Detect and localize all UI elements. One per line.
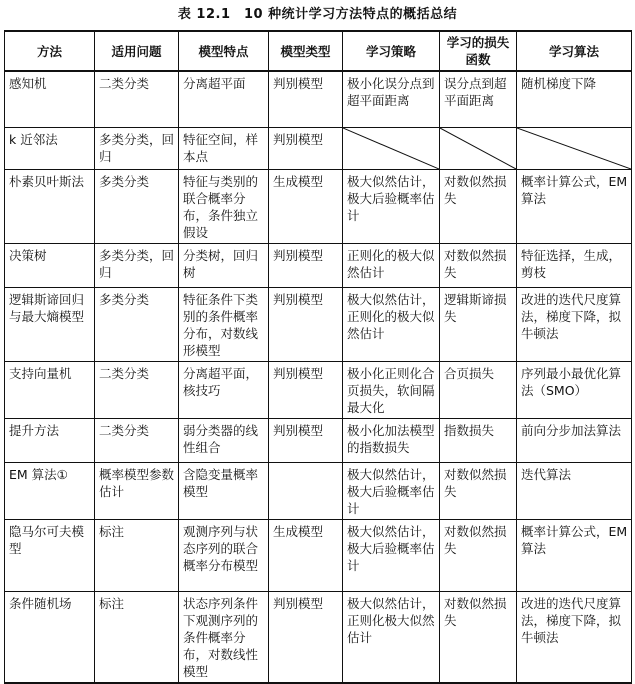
cell-features: 特征与类别的联合概率分布，条件独立假设 xyxy=(179,169,269,243)
cell-algorithm: 概率计算公式，EM 算法 xyxy=(517,169,632,243)
header-problem: 适用问题 xyxy=(95,31,179,71)
cell-algorithm: 改进的迭代尺度算法，梯度下降，拟牛顿法 xyxy=(517,591,632,683)
cell-type: 生成模型 xyxy=(269,169,343,243)
cell-type: 判别模型 xyxy=(269,361,343,418)
cell-algorithm: 迭代算法 xyxy=(517,462,632,519)
header-algorithm: 学习算法 xyxy=(517,31,632,71)
cell-algorithm: 序列最小最优化算法（SMO） xyxy=(517,361,632,418)
cell-method: 逻辑斯谛回归与最大熵模型 xyxy=(5,287,95,361)
cell-type xyxy=(269,462,343,519)
cell-algorithm: 改进的迭代尺度算法，梯度下降，拟牛顿法 xyxy=(517,287,632,361)
cell-algorithm: 前向分步加法算法 xyxy=(517,418,632,462)
cell-loss: 对数似然损失 xyxy=(440,169,517,243)
cell-problem: 多类分类，回归 xyxy=(95,243,179,287)
header-method: 方法 xyxy=(5,31,95,71)
header-row xyxy=(5,31,632,71)
header-features: 模型特点 xyxy=(179,31,269,71)
cell-problem: 二类分类 xyxy=(95,71,179,127)
cell-problem: 多类分类 xyxy=(95,287,179,361)
table-caption: 表 12.1 10 种统计学习方法特点的概括总结 xyxy=(177,7,458,22)
methods-summary-table xyxy=(4,30,632,684)
cell-type: 判别模型 xyxy=(269,418,343,462)
table-row xyxy=(5,127,632,169)
cell-method: 朴素贝叶斯法 xyxy=(5,169,95,243)
header-loss: 学习的损失函数 xyxy=(440,31,517,71)
cell-method: 条件随机场 xyxy=(5,591,95,683)
cell-algorithm-not-applicable xyxy=(517,127,632,169)
cell-type: 判别模型 xyxy=(269,71,343,127)
cell-features: 分离超平面 xyxy=(179,71,269,127)
cell-strategy: 正则化的极大似然估计 xyxy=(343,243,440,287)
cell-loss: 合页损失 xyxy=(440,361,517,418)
cell-loss-not-applicable xyxy=(440,127,517,169)
cell-loss: 对数似然损失 xyxy=(440,243,517,287)
cell-strategy: 极大似然估计，极大后验概率估计 xyxy=(343,519,440,591)
cell-strategy-not-applicable xyxy=(343,127,440,169)
header-type: 模型类型 xyxy=(269,31,343,71)
cell-strategy: 极大似然估计，正则化极大似然估计 xyxy=(343,591,440,683)
cell-algorithm: 概率计算公式，EM 算法 xyxy=(517,519,632,591)
cell-features: 观测序列与状态序列的联合概率分布模型 xyxy=(179,519,269,591)
cell-strategy: 极大似然估计，极大后验概率估计 xyxy=(343,169,440,243)
table-row xyxy=(5,169,632,243)
cell-method: 提升方法 xyxy=(5,418,95,462)
cell-strategy: 极小化误分点到超平面距离 xyxy=(343,71,440,127)
cell-loss: 逻辑斯谛损失 xyxy=(440,287,517,361)
cell-loss: 对数似然损失 xyxy=(440,462,517,519)
cell-loss: 对数似然损失 xyxy=(440,591,517,683)
cell-type: 判别模型 xyxy=(269,287,343,361)
cell-type: 生成模型 xyxy=(269,519,343,591)
cell-problem: 标注 xyxy=(95,591,179,683)
cell-type: 判别模型 xyxy=(269,591,343,683)
diagonal-strike xyxy=(440,128,516,169)
table-row xyxy=(5,462,632,519)
table-row xyxy=(5,591,632,683)
cell-features: 特征空间，样本点 xyxy=(179,127,269,169)
table-row xyxy=(5,243,632,287)
cell-type: 判别模型 xyxy=(269,243,343,287)
cell-strategy: 极小化正则化合页损失，软间隔最大化 xyxy=(343,361,440,418)
diagonal-strike xyxy=(343,128,439,169)
cell-features: 特征条件下类别的条件概率分布，对数线形模型 xyxy=(179,287,269,361)
header-strategy: 学习策略 xyxy=(343,31,440,71)
cell-type: 判别模型 xyxy=(269,127,343,169)
cell-problem: 多类分类 xyxy=(95,169,179,243)
cell-loss: 对数似然损失 xyxy=(440,519,517,591)
cell-features: 分类树，回归树 xyxy=(179,243,269,287)
cell-problem: 二类分类 xyxy=(95,361,179,418)
table-row xyxy=(5,361,632,418)
cell-method: 感知机 xyxy=(5,71,95,127)
cell-method: 支持向量机 xyxy=(5,361,95,418)
cell-algorithm: 随机梯度下降 xyxy=(517,71,632,127)
cell-problem: 概率模型参数估计 xyxy=(95,462,179,519)
cell-algorithm: 特征选择，生成，剪枝 xyxy=(517,243,632,287)
table-row xyxy=(5,418,632,462)
cell-method: k 近邻法 xyxy=(5,127,95,169)
cell-method: 决策树 xyxy=(5,243,95,287)
cell-strategy: 极小化加法模型的指数损失 xyxy=(343,418,440,462)
table-row xyxy=(5,71,632,127)
table-row xyxy=(5,287,632,361)
cell-problem: 多类分类，回归 xyxy=(95,127,179,169)
table-row xyxy=(5,519,632,591)
cell-strategy: 极大似然估计，正则化的极大似然估计 xyxy=(343,287,440,361)
cell-method: EM 算法① xyxy=(5,462,95,519)
cell-features: 含隐变量概率模型 xyxy=(179,462,269,519)
cell-loss: 误分点到超平面距离 xyxy=(440,71,517,127)
diagonal-strike xyxy=(517,128,631,169)
cell-features: 弱分类器的线性组合 xyxy=(179,418,269,462)
cell-strategy: 极大似然估计，极大后验概率估计 xyxy=(343,462,440,519)
cell-problem: 二类分类 xyxy=(95,418,179,462)
cell-features: 状态序列条件下观测序列的条件概率分布，对数线性模型 xyxy=(179,591,269,683)
cell-loss: 指数损失 xyxy=(440,418,517,462)
cell-features: 分离超平面，核技巧 xyxy=(179,361,269,418)
cell-problem: 标注 xyxy=(95,519,179,591)
cell-method: 隐马尔可夫模型 xyxy=(5,519,95,591)
